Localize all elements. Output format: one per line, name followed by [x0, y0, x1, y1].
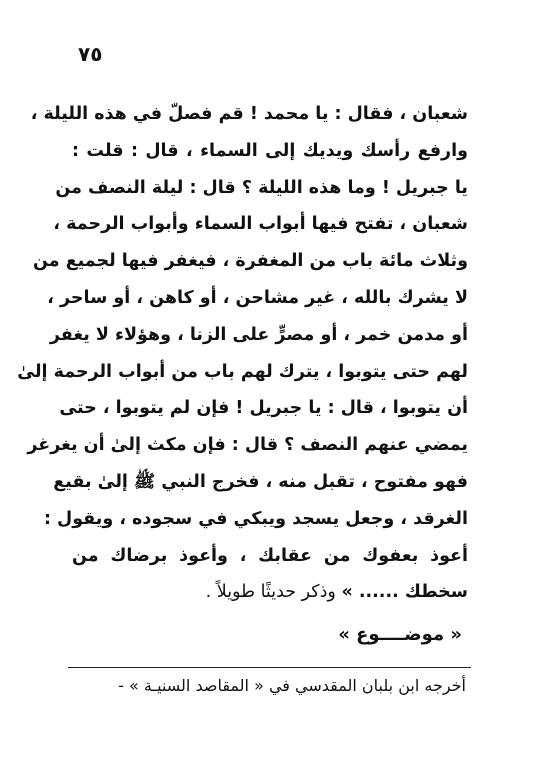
text-line-13: أعوذ بعفوك من عقابك ، وأعوذ برضاك من	[72, 545, 468, 566]
text-line-3: يا جبريل ! وما هذه الليلة ؟ قال : ليلة النصف من	[55, 177, 468, 198]
text-line-1: شعبان ، فقال : يا محمد ! قم فصلّ في هذه الليلة ،	[30, 104, 468, 124]
text-line-6: لا يشرك بالله ، غير مشاحن ، أو كاهن ، أو ساحر ،	[47, 287, 468, 308]
text-line-8: لهم حتى يتوبوا ، يترك لهم باب من أبواب الرحمة إلىٰ	[17, 361, 468, 382]
text-line-4: شعبان ، تفتح فيها أبواب السماء وأبواب الرحمة ،	[53, 214, 468, 235]
verdict-heading: « موضــــوع »	[338, 624, 462, 645]
text-line-12: الغرقد ، وجعل يسجد ويبكي في سجوده ، ويقول :	[43, 508, 468, 529]
text-line-11: فهو مفتوح ، تقبل منه ، فخرج النبي ﷺ إلىٰ بقيع	[53, 471, 468, 492]
footnote: أخرجه ابن بلبان المقدسي في « المقاصد السنيـة » -	[118, 676, 466, 695]
page-number: ٧٥	[78, 42, 103, 66]
text-line-7: أو مدمن خمر ، أو مصرٍّ على الزنا ، وهؤلاء لا يغفر	[49, 324, 468, 345]
body-text	[17, 96, 468, 611]
text-line-14-normal: وذكر حديثًا طويلاً .	[205, 582, 342, 603]
text-line-9: أن يتوبوا ، قال : يا جبريل ! فإن لم يتوبوا ، حتى	[59, 398, 468, 419]
text-line-10: يمضي عنهم النصف ؟ قال : فإن مكث إلىٰ أن يغرغر	[27, 435, 468, 456]
footnote-divider	[68, 667, 471, 668]
text-line-14-bold: سخطك ...... »	[341, 582, 468, 603]
text-line-14	[72, 574, 468, 611]
text-line-5: وثلاث مائة باب من المغفرة ، فيغفر فيها لجميع من	[33, 251, 468, 272]
text-line-2: وارفع رأسك ويديك إلى السماء ، قال : قلت :	[72, 140, 468, 161]
